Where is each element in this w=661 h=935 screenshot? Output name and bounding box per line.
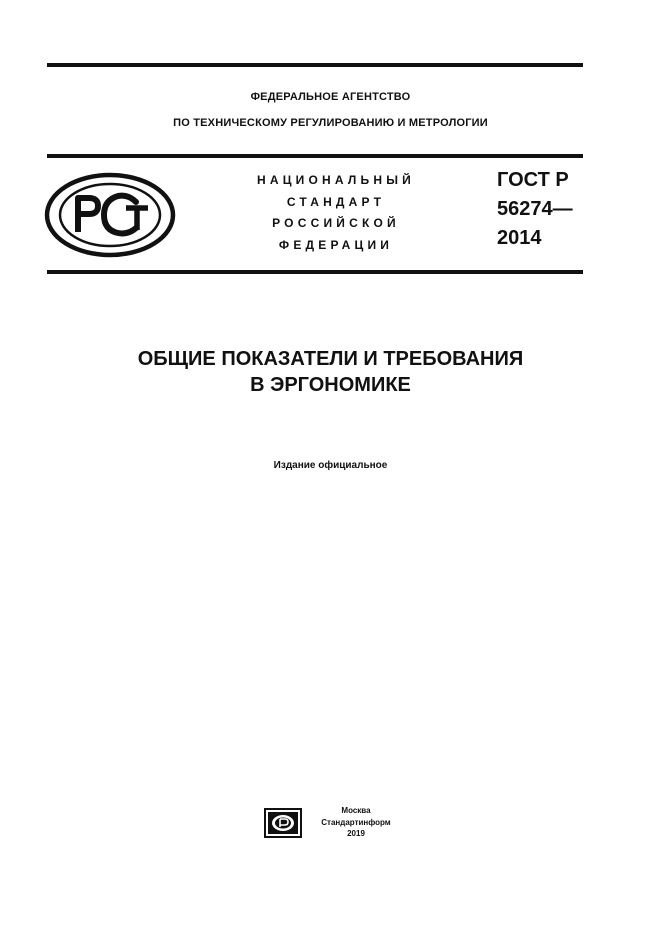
agency-line-1: ФЕДЕРАЛЬНОЕ АГЕНТСТВО [250, 91, 411, 103]
gost-r-logo-icon [44, 172, 176, 258]
code-line-1: ГОСТ Р [497, 169, 569, 191]
standard-code [497, 166, 607, 253]
code-line-2: 56274— [497, 198, 573, 220]
standard-line-2: СТАНДАРТ [286, 194, 386, 209]
code-line-3: 2014 [497, 227, 542, 249]
standard-line-1: НАЦИОНАЛЬНЫЙ [256, 173, 416, 187]
document-title-line-1: ОБЩИЕ ПОКАЗАТЕЛИ И ТРЕБОВАНИЯ [137, 348, 524, 370]
standartinform-logo-icon [264, 808, 302, 838]
edition-label: Издание официальное [273, 460, 388, 471]
publisher-name: Стандартинформ [321, 817, 391, 827]
publisher-year: 2019 [347, 829, 365, 838]
standard-line-4: ФЕДЕРАЦИИ [278, 237, 394, 252]
agency-line-2: ПО ТЕХНИЧЕСКОМУ РЕГУЛИРОВАНИЮ И МЕТРОЛОГИИ [173, 117, 488, 129]
header-rule [47, 154, 583, 158]
bottom-header-rule [47, 270, 583, 274]
standard-line-3: РОССИЙСКОЙ [272, 216, 400, 230]
top-rule [47, 63, 583, 67]
national-standard-label [218, 170, 454, 256]
document-title-line-2: В ЭРГОНОМИКЕ [250, 374, 411, 396]
publisher-info [306, 805, 406, 840]
publisher-city: Москва [341, 806, 371, 815]
